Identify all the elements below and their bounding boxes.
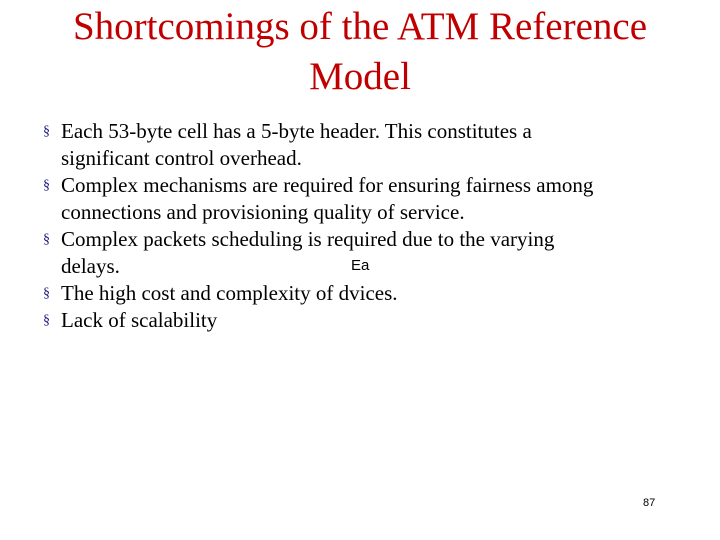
slide-title-line-1: Shortcomings of the ATM Reference <box>72 5 648 48</box>
slide-title <box>40 2 680 102</box>
bullet-text-line-1: Each 53-byte cell has a 5-byte header. This constitutes a <box>61 119 532 143</box>
bullet-item-2 <box>40 172 700 226</box>
bullet-marker-icon: § <box>43 178 50 193</box>
bullet-text-line-1: Lack of scalability <box>61 308 218 332</box>
bullet-text-line-1: Complex packets scheduling is required due to the varying <box>61 227 555 251</box>
bullet-item-1 <box>40 118 700 172</box>
bullet-text-line-2: significant control overhead. <box>61 146 302 170</box>
bullet-item-5 <box>40 307 700 334</box>
bullet-text-line-2: delays. <box>61 254 120 278</box>
bullet-text-line-1: Complex mechanisms are required for ensuring fairness among <box>61 173 594 197</box>
bullet-item-3 <box>40 226 700 280</box>
bullet-marker-icon: § <box>43 286 50 301</box>
bullet-text-line-1: The high cost and complexity of dvices. <box>61 281 398 305</box>
slide-title-line-2: Model <box>309 55 411 98</box>
bullet-item-4 <box>40 280 700 307</box>
bullet-marker-icon: § <box>43 232 50 247</box>
bullet-text-line-2: connections and provisioning quality of service. <box>61 200 465 224</box>
bullet-marker-icon: § <box>43 124 50 139</box>
bullet-list <box>40 118 700 334</box>
overlay-label: Ea <box>351 257 370 274</box>
bullet-marker-icon: § <box>43 313 50 328</box>
page-number: 87 <box>643 497 656 509</box>
